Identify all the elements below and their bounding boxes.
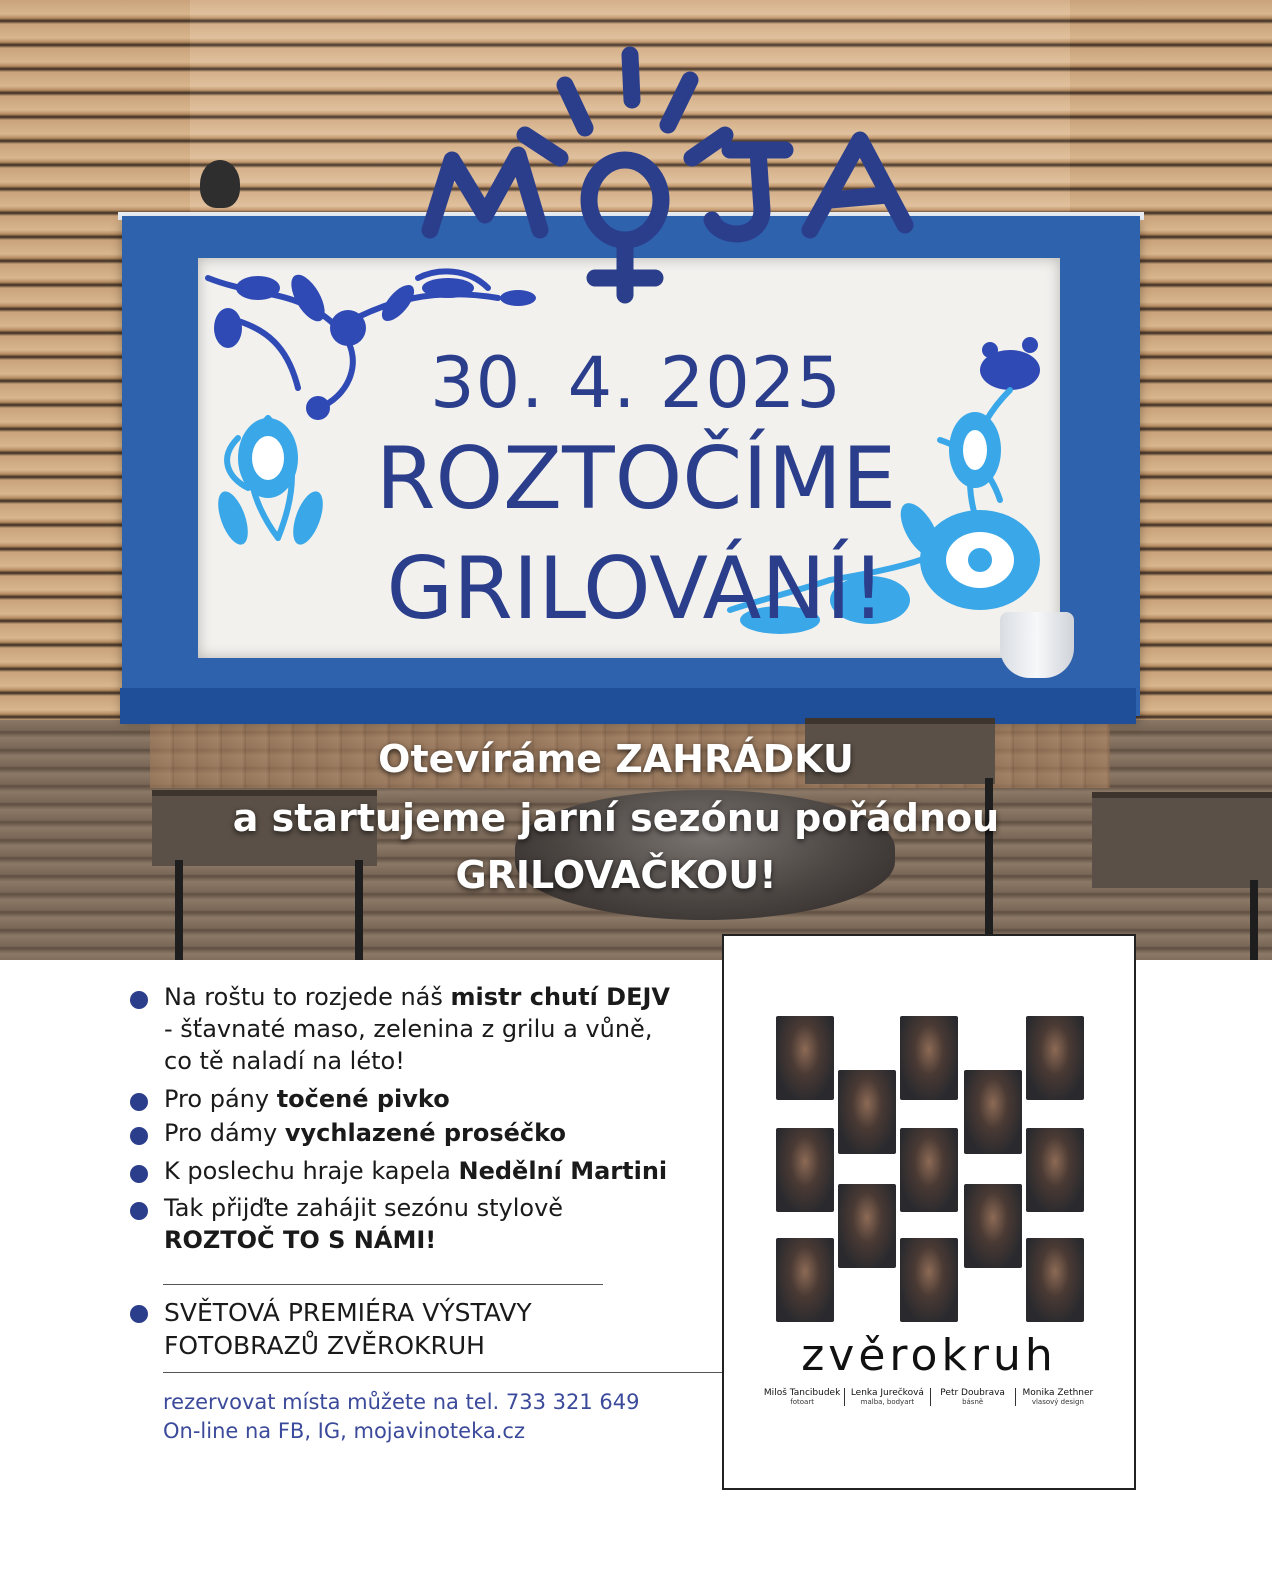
event-date: 30. 4. 2025 xyxy=(430,342,842,424)
bullet-icon xyxy=(130,1093,148,1111)
bullet-icon xyxy=(130,1305,148,1323)
credit-name: Petr Doubrava xyxy=(940,1388,1005,1398)
poster-title: zvěrokruh xyxy=(801,1330,1057,1381)
photo-thumbnail xyxy=(900,1016,958,1100)
divider xyxy=(163,1372,749,1373)
exhibition-poster xyxy=(722,934,1136,1490)
photo-thumbnail xyxy=(776,1238,834,1322)
credit-role: malba, bodyart xyxy=(860,1398,915,1406)
contact-phone: rezervovat místa můžete na tel. 733 321 649 xyxy=(163,1390,640,1414)
item-text: co tě naladí na léto! xyxy=(164,1046,405,1075)
item-text: Na roštu to rozjede náš xyxy=(164,983,451,1011)
credit xyxy=(844,1388,929,1406)
item-text: Tak přijďte zahájit sezónu stylově xyxy=(164,1194,564,1223)
photo-thumbnail xyxy=(776,1128,834,1212)
bullet-icon xyxy=(130,991,148,1009)
photo-thumbnail xyxy=(838,1070,896,1154)
divider xyxy=(163,1284,603,1285)
photo-thumbnail xyxy=(1026,1238,1084,1322)
list-item xyxy=(130,1118,710,1150)
list-item xyxy=(130,1084,710,1116)
moja-logo xyxy=(400,40,940,310)
credit xyxy=(760,1388,844,1406)
list-item xyxy=(130,982,710,1078)
photo-thumbnail xyxy=(776,1016,834,1100)
credit-role: fotoart xyxy=(790,1398,814,1406)
bullet-icon xyxy=(130,1202,148,1220)
premiere-line-1: SVĚTOVÁ PREMIÉRA VÝSTAVY xyxy=(164,1298,532,1327)
credit-role: básně xyxy=(962,1398,984,1406)
item-bold-text: mistr chutí DEJV xyxy=(450,983,670,1011)
item-bold-text: ROZTOČ TO S NÁMI! xyxy=(164,1226,437,1255)
headline-line-2: GRILOVÁNÍ! xyxy=(386,539,886,639)
item-text: Pro dámy xyxy=(164,1118,285,1147)
credit xyxy=(930,1388,1015,1406)
photo-thumbnail xyxy=(838,1184,896,1268)
item-text: Pro pány xyxy=(164,1084,277,1113)
photo-thumbnail xyxy=(900,1238,958,1322)
credit-name: Miloš Tancibudek xyxy=(763,1388,841,1398)
photo-thumbnail xyxy=(900,1128,958,1212)
credit xyxy=(1015,1388,1100,1406)
tagline-line-1: Otevíráme ZAHRÁDKU xyxy=(378,737,854,781)
photo-thumbnail xyxy=(1026,1016,1084,1100)
bullet-icon xyxy=(130,1127,148,1145)
contact-block xyxy=(163,1388,640,1447)
list-item xyxy=(130,1193,710,1257)
bullet-icon xyxy=(130,1165,148,1183)
item-bold-text: točené pivko xyxy=(276,1084,450,1113)
bird-figure xyxy=(200,160,240,208)
headline-line-1: ROZTOČÍME xyxy=(375,429,897,529)
table-right-leg xyxy=(1250,880,1258,960)
contact-online: On-line na FB, IG, mojavinoteka.cz xyxy=(163,1419,525,1444)
photo-thumbnail xyxy=(964,1184,1022,1268)
premiere-item xyxy=(130,1296,744,1363)
credit-role: vlasový design xyxy=(1031,1398,1084,1406)
list-item xyxy=(130,1156,710,1188)
credit-name: Lenka Jurečková xyxy=(850,1388,924,1398)
item-bold-text: Nedělní Martini xyxy=(458,1156,668,1185)
credit-name: Monika Zethner xyxy=(1022,1388,1094,1398)
poster-credits xyxy=(760,1388,1100,1406)
tagline-line-3: GRILOVAČKOU! xyxy=(455,853,777,897)
photo-thumbnail xyxy=(1026,1128,1084,1212)
item-text: K poslechu hraje kapela xyxy=(164,1156,459,1185)
program-list xyxy=(130,982,710,1263)
item-bold-text: vychlazené proséčko xyxy=(284,1118,566,1147)
tagline-line-2: a startujeme jarní sezónu pořádnou xyxy=(232,796,1000,840)
item-text: - šťavnaté maso, zelenina z grilu a vůně, xyxy=(164,1014,653,1043)
photo-thumbnail xyxy=(964,1070,1022,1154)
premiere-line-2: FOTOBRAZŮ ZVĚROKRUH xyxy=(164,1331,485,1361)
